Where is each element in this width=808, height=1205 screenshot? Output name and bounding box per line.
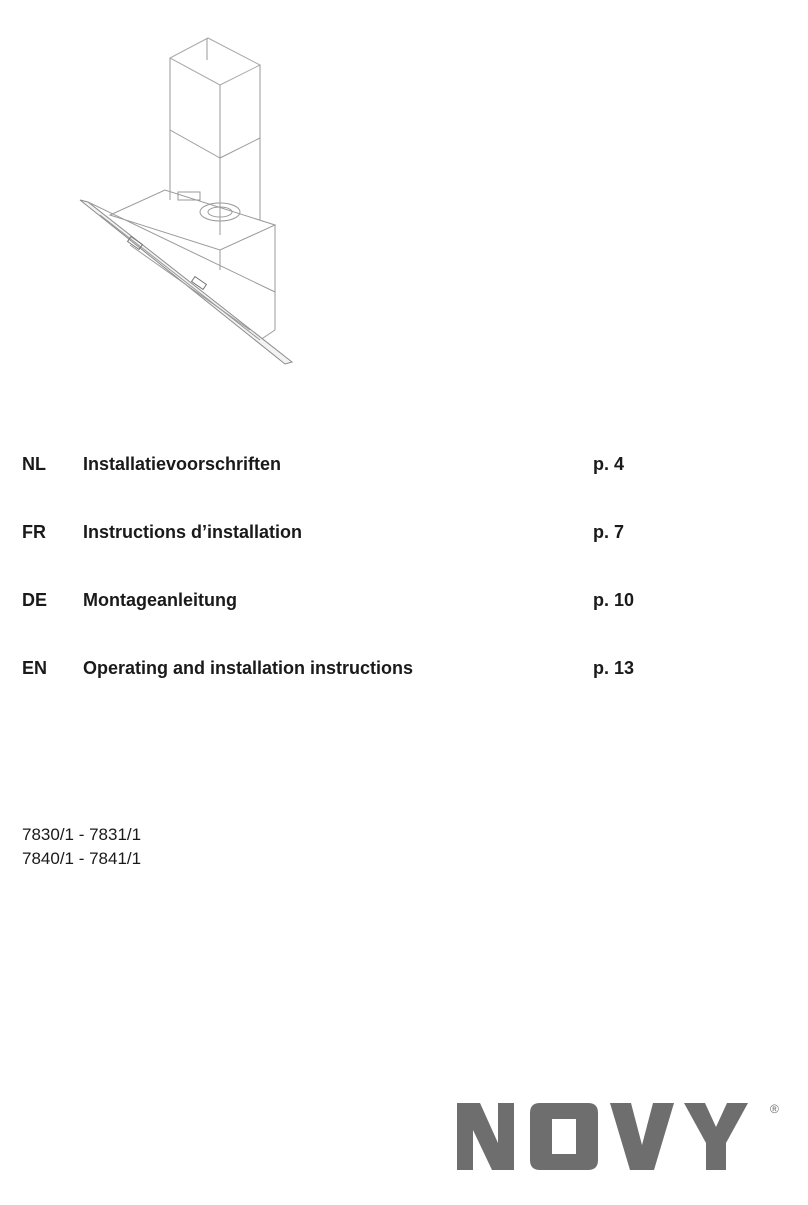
section-title: Montageanleitung [83, 590, 237, 610]
toc-row-nl[interactable] [22, 450, 662, 518]
language-code: NL [22, 454, 46, 474]
language-code: FR [22, 522, 46, 542]
novy-logo [452, 1095, 792, 1175]
language-code: EN [22, 658, 48, 678]
model-line: 7830/1 - 7831/1 [22, 825, 142, 844]
toc-row-fr[interactable] [22, 518, 662, 586]
page-reference: p. 13 [593, 658, 635, 678]
page-reference: p. 7 [593, 522, 625, 542]
model-numbers [22, 823, 141, 871]
page-reference: p. 4 [593, 454, 625, 474]
table-of-contents [22, 450, 662, 722]
hood-illustration [70, 30, 310, 370]
toc-row-de[interactable] [22, 586, 662, 654]
model-line: 7840/1 - 7841/1 [22, 849, 142, 868]
toc-row-en[interactable] [22, 654, 662, 722]
section-title: Operating and installation instructions [83, 658, 414, 678]
language-code: DE [22, 590, 48, 610]
section-title: Installatievoorschriften [83, 454, 282, 474]
brand-logo [452, 1095, 792, 1175]
registered-mark: ® [770, 1102, 779, 1116]
logo-letters [457, 1103, 748, 1170]
section-title: Instructions d’installation [83, 522, 303, 542]
page-reference: p. 10 [593, 590, 635, 610]
